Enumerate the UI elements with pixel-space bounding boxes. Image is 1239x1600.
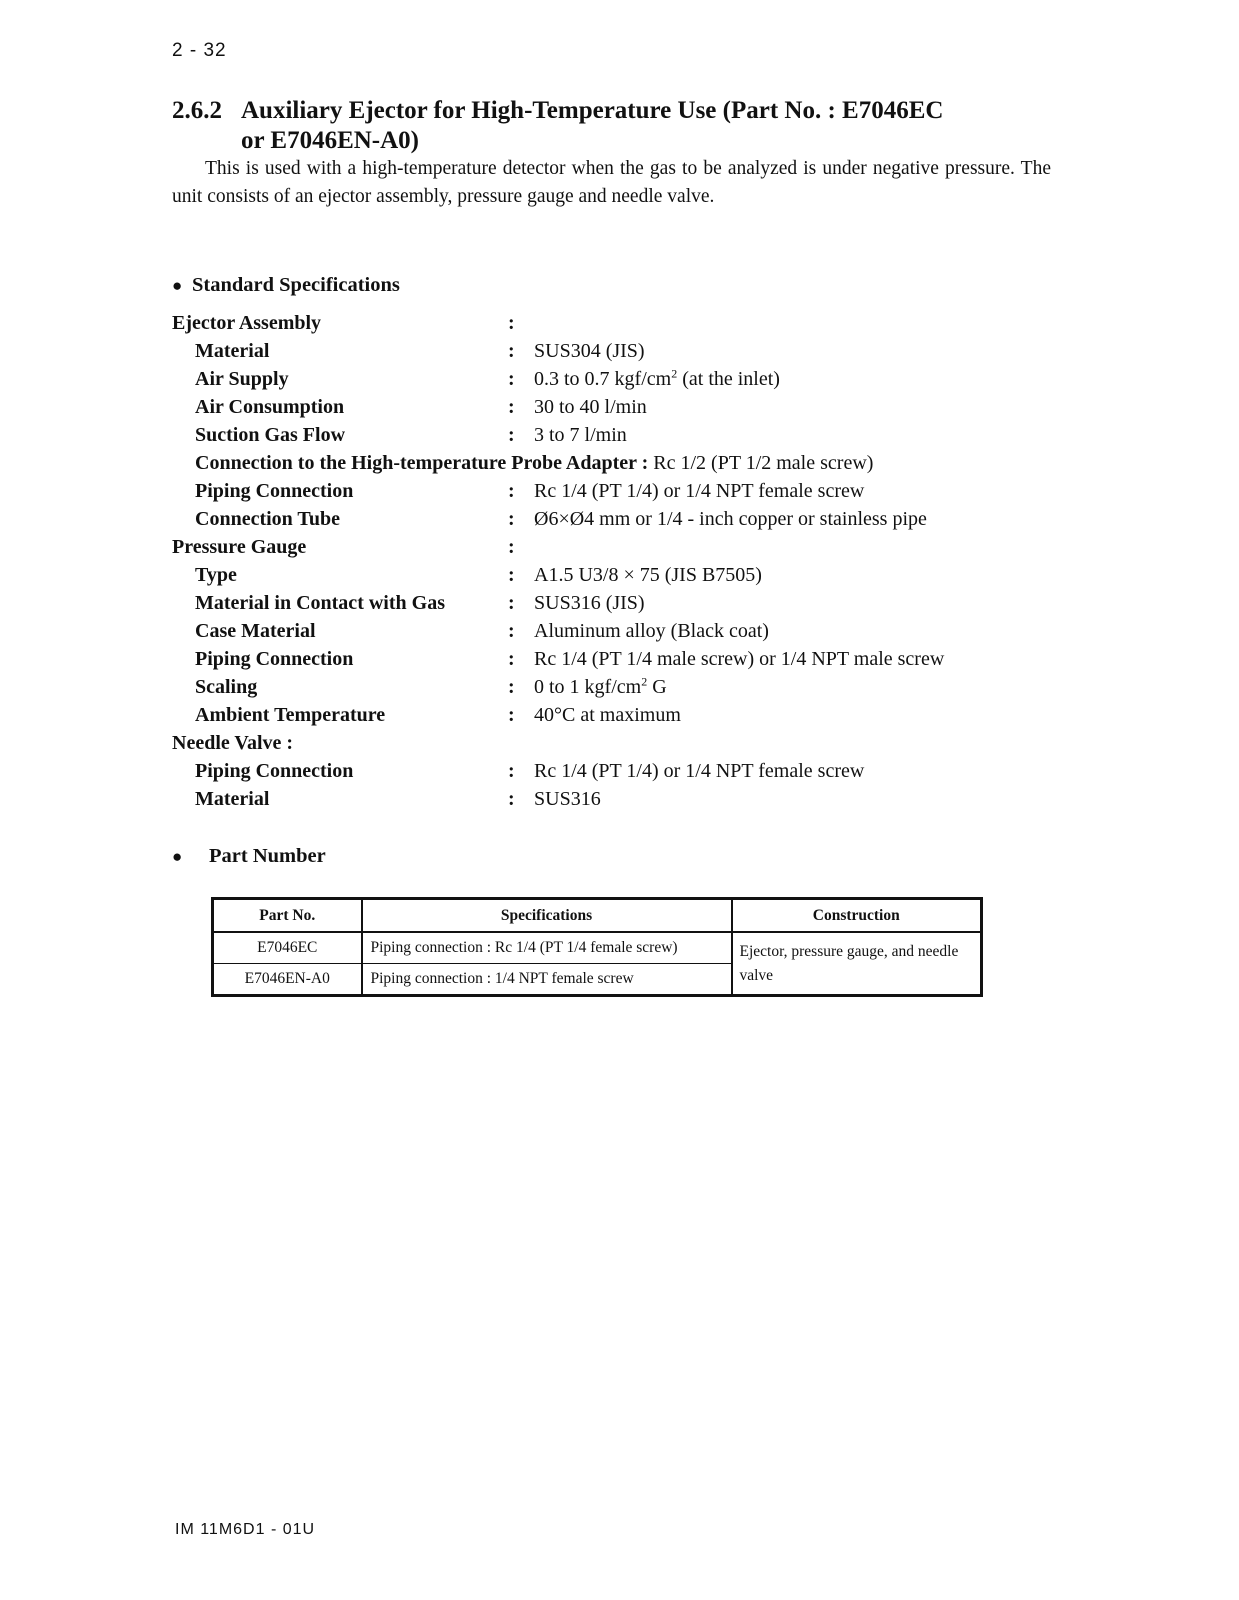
- spec-row-gauge-type: [172, 561, 1052, 589]
- spec-colon: :: [508, 480, 515, 502]
- spec-wide-line: [195, 449, 873, 477]
- table-header-row: [213, 899, 982, 933]
- spec-colon: :: [508, 368, 515, 390]
- spec-cell: Piping connection : Rc 1/4 (PT 1/4 female screw): [362, 932, 732, 964]
- spec-cell: Piping connection : 1/4 NPT female screw: [362, 964, 732, 996]
- spec-label: Piping Connection: [195, 480, 354, 502]
- spec-row-ejector-assembly: [172, 309, 1052, 337]
- document-code: IM 11M6D1 - 01U: [175, 1521, 316, 1538]
- spec-colon: :: [508, 676, 515, 698]
- spec-value: Rc 1/4 (PT 1/4) or 1/4 NPT female screw: [534, 480, 865, 502]
- spec-row-needle-valve: [172, 729, 1052, 757]
- spec-value: 40°C at maximum: [534, 704, 681, 726]
- spec-group-label: Ejector Assembly: [172, 312, 322, 334]
- part-number-heading: [172, 845, 326, 868]
- spec-colon: :: [508, 340, 515, 362]
- spec-label: Material: [195, 788, 270, 810]
- spec-row-gauge-contact-material: [172, 589, 1052, 617]
- spec-row-suction-gas-flow: [172, 421, 1052, 449]
- spec-value-text: 0.3 to 0.7 kgf/cm: [534, 368, 672, 390]
- spec-value: A1.5 U3/8 × 75 (JIS B7505): [534, 564, 762, 586]
- spec-label: Case Material: [195, 620, 316, 642]
- spec-row-gauge-piping: [172, 645, 1052, 673]
- spec-value: [534, 673, 667, 701]
- spec-row-gauge-case-material: [172, 617, 1052, 645]
- part-no-cell: E7046EC: [213, 932, 362, 964]
- spec-label: Type: [195, 564, 237, 586]
- spec-group-label: Needle Valve :: [172, 732, 294, 754]
- spec-label: Air Supply: [195, 368, 289, 390]
- part-number-title: Part Number: [209, 845, 326, 867]
- superscript: 2: [641, 674, 648, 689]
- spec-row-ejector-piping: [172, 477, 1052, 505]
- part-number-table-wrap: [211, 897, 983, 997]
- spec-colon: :: [508, 396, 515, 418]
- spec-colon: :: [508, 788, 515, 810]
- spec-value: SUS316 (JIS): [534, 592, 645, 614]
- spec-label: Piping Connection: [195, 760, 354, 782]
- section-heading: [172, 96, 1052, 156]
- bullet-icon: ●: [172, 847, 183, 866]
- spec-value: [534, 365, 780, 393]
- standard-specs-heading: [172, 274, 400, 297]
- spec-value: Ø6×Ø4 mm or 1/4 - inch copper or stainless pipe: [534, 508, 927, 530]
- spec-row-connection-tube: [172, 505, 1052, 533]
- standard-specs-title: Standard Specifications: [192, 274, 400, 296]
- spec-label: Material: [195, 340, 270, 362]
- spec-value-text: (at the inlet): [677, 368, 780, 390]
- column-header: Specifications: [362, 899, 732, 933]
- page-number: 2 - 32: [172, 40, 227, 61]
- spec-label: Suction Gas Flow: [195, 424, 346, 446]
- spec-value-text: G: [647, 676, 667, 698]
- spec-colon: :: [508, 508, 515, 530]
- spec-value: SUS304 (JIS): [534, 340, 645, 362]
- spec-label: Piping Connection: [195, 648, 354, 670]
- intro-paragraph: This is used with a high-temperature detector when the gas to be analyzed is under negative pressure. The unit consists of an ejector assembly, pressure gauge and needle valve.: [172, 158, 1051, 207]
- spec-colon: :: [508, 564, 515, 586]
- spec-colon: :: [508, 424, 515, 446]
- spec-colon: :: [508, 620, 515, 642]
- part-number-table: [211, 897, 983, 997]
- part-no-cell: E7046EN-A0: [213, 964, 362, 996]
- spec-row-ejector-material: [172, 337, 1052, 365]
- spec-label: Connection to the High-temperature Probe Adapter :: [195, 452, 649, 474]
- spec-row-pressure-gauge: [172, 533, 1052, 561]
- spec-value: Rc 1/2 (PT 1/2 male screw): [648, 452, 874, 474]
- spec-colon: :: [508, 648, 515, 670]
- spec-value-text: 0 to 1 kgf/cm: [534, 676, 642, 698]
- spec-value: Aluminum alloy (Black coat): [534, 620, 769, 642]
- column-header: Part No.: [213, 899, 362, 933]
- spec-label: Air Consumption: [195, 396, 345, 418]
- spec-group-label: Pressure Gauge: [172, 536, 307, 558]
- spec-row-valve-material: [172, 785, 1052, 813]
- spec-label: Material in Contact with Gas: [195, 592, 445, 614]
- spec-colon: :: [508, 704, 515, 726]
- spec-value: 3 to 7 l/min: [534, 424, 627, 446]
- spec-value: Rc 1/4 (PT 1/4 male screw) or 1/4 NPT male screw: [534, 648, 945, 670]
- section-number: 2.6.2: [172, 97, 222, 124]
- spec-row-air-consumption: [172, 393, 1052, 421]
- bullet-icon: ●: [172, 276, 183, 295]
- spec-row-gauge-scaling: [172, 673, 1052, 701]
- spec-row-valve-piping: [172, 757, 1052, 785]
- spec-value: SUS316: [534, 788, 601, 810]
- superscript: 2: [671, 366, 678, 381]
- spec-colon: :: [508, 592, 515, 614]
- spec-label: Connection Tube: [195, 508, 341, 530]
- spec-row-probe-adapter: [172, 449, 1052, 477]
- section-title-line2: or E7046EN-A0): [241, 127, 420, 154]
- section-title-line1: Auxiliary Ejector for High-Temperature Use (Part No. : E7046EC: [241, 97, 944, 124]
- spec-colon: :: [508, 536, 515, 558]
- spec-row-air-supply: [172, 365, 1052, 393]
- spec-row-gauge-ambient: [172, 701, 1052, 729]
- spec-value: Rc 1/4 (PT 1/4) or 1/4 NPT female screw: [534, 760, 865, 782]
- construction-cell: Ejector, pressure gauge, and needle valve: [732, 932, 982, 996]
- spec-list: [172, 309, 1052, 813]
- spec-value: 30 to 40 l/min: [534, 396, 647, 418]
- table-row: [213, 932, 982, 964]
- column-header: Construction: [732, 899, 982, 933]
- spec-colon: :: [508, 760, 515, 782]
- spec-label: Scaling: [195, 676, 258, 698]
- spec-label: Ambient Temperature: [195, 704, 386, 726]
- spec-colon: :: [508, 312, 515, 334]
